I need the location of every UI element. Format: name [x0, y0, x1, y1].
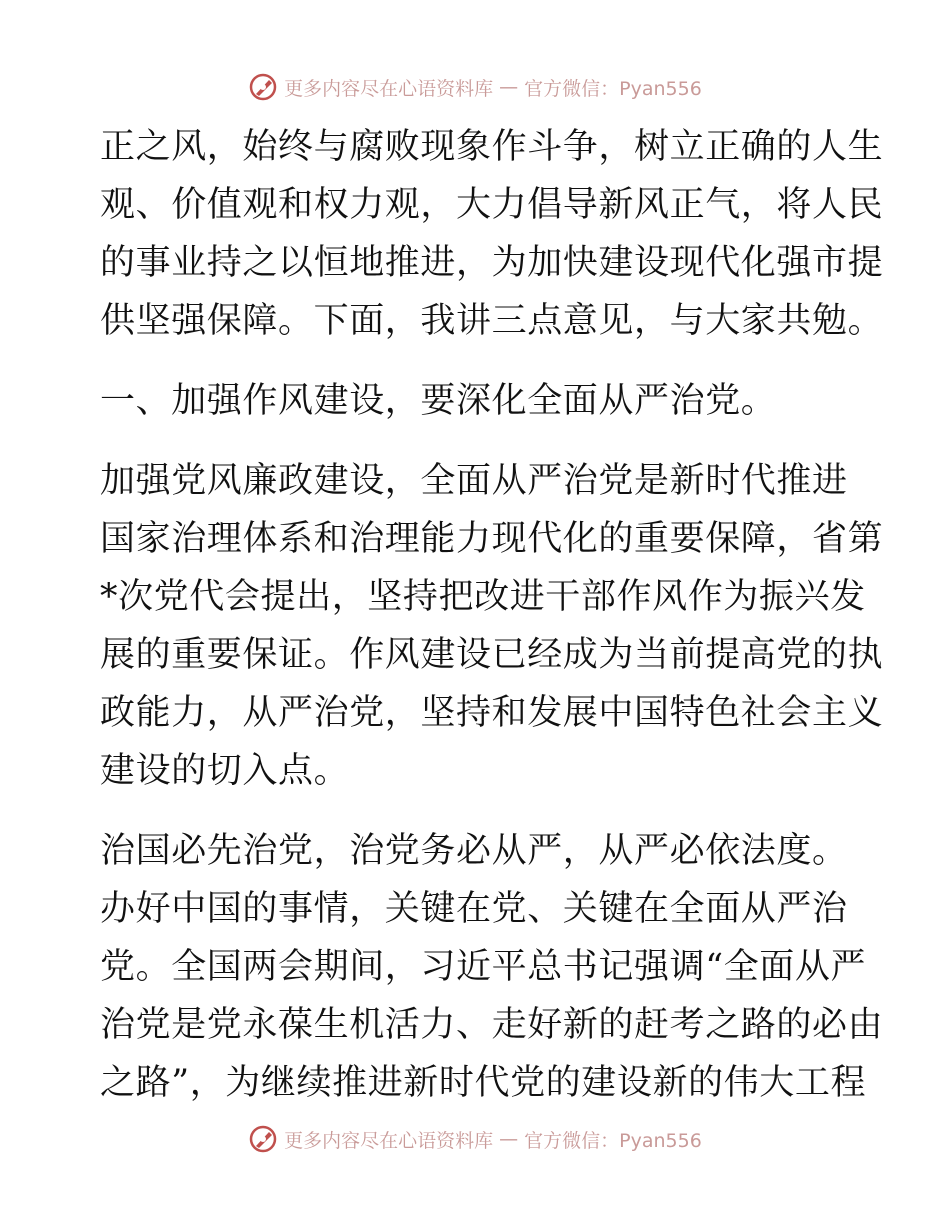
- text-line: 治国必先治党，治党务必从严，从严必依法度。: [100, 831, 848, 871]
- text-line: 之路”，为继续推进新时代党的建设新的伟大工程: [100, 1063, 867, 1103]
- document-body: [100, 118, 884, 1112]
- watermark-main-text: 更多内容尽在心语资料库: [284, 1129, 494, 1152]
- text-line: 国家治理体系和治理能力现代化的重要保障，省第: [100, 519, 884, 559]
- text-line: 正之风，始终与腐败现象作斗争，树立正确的人生: [100, 127, 884, 167]
- watermark-main-text: 更多内容尽在心语资料库: [284, 77, 494, 100]
- text-line: 供坚强保障。下面，我讲三点意见，与大家共勉。: [100, 301, 884, 341]
- text-line: 的事业持之以恒地推进，为加快建设现代化强市提: [100, 243, 884, 283]
- header-watermark: [0, 72, 950, 102]
- paragraph-party-conduct: [100, 452, 884, 800]
- text-line: 加强党风廉政建设，全面从严治党是新时代推进: [100, 461, 848, 501]
- text-line: 办好中国的事情，关键在党、关键在全面从严治: [100, 889, 848, 929]
- text-line: 观、价值观和权力观，大力倡导新风正气，将人民: [100, 185, 884, 225]
- text-line: 政能力，从严治党，坚持和发展中国特色社会主义: [100, 693, 884, 733]
- paragraph-intro: [100, 118, 884, 350]
- section-heading: [100, 372, 860, 430]
- footer-watermark: [0, 1124, 950, 1154]
- watermark-separator: —: [499, 76, 519, 98]
- paragraph-govern-party: [100, 822, 884, 1112]
- heading-line: 一、加强作风建设，要深化全面从严治党。: [100, 381, 777, 421]
- text-line: 治党是党永葆生机活力、走好新的赶考之路的必由: [100, 1005, 884, 1045]
- watermark-separator: —: [499, 1128, 519, 1150]
- watermark-wechat-text: 官方微信：Pyan556: [524, 1129, 702, 1152]
- text-line: 建设的切入点。: [100, 751, 350, 791]
- text-line: 党。全国两会期间，习近平总书记强调“全面从严: [100, 947, 867, 987]
- text-line: *次党代会提出，坚持把改进干部作风作为振兴发: [100, 577, 866, 617]
- pen-seal-icon: [248, 72, 278, 102]
- pen-seal-icon: [248, 1124, 278, 1154]
- watermark-wechat-text: 官方微信：Pyan556: [524, 77, 702, 100]
- text-line: 展的重要保证。作风建设已经成为当前提高党的执: [100, 635, 884, 675]
